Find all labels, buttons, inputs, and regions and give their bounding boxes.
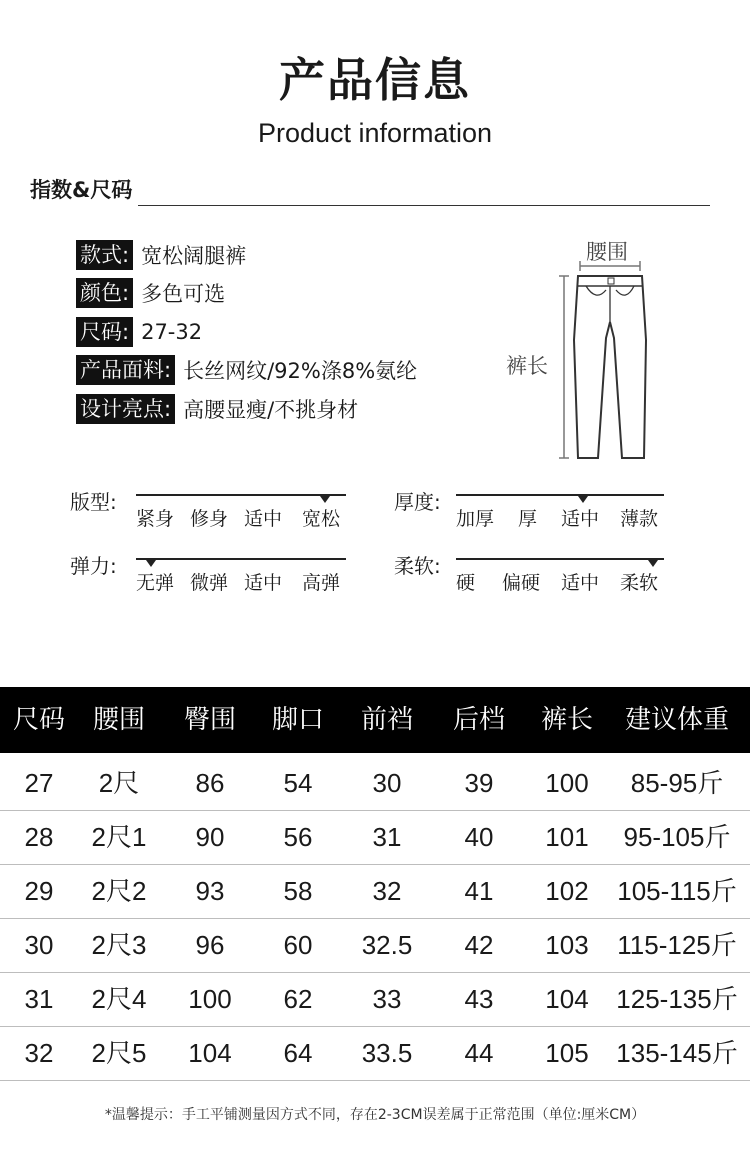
attribute-value: 高腰显瘦/不挑身材 bbox=[183, 398, 359, 422]
scale-option: 适中 bbox=[561, 508, 600, 530]
table-cell: 105-115斤 bbox=[617, 876, 737, 906]
attribute-value: 宽松阔腿裤 bbox=[141, 244, 247, 268]
length-label: 裤长 bbox=[506, 354, 548, 378]
attribute-label: 产品面料: bbox=[76, 355, 175, 385]
table-cell: 93 bbox=[195, 876, 225, 906]
table-cell: 33.5 bbox=[361, 1038, 413, 1068]
column-header: 建议体重 bbox=[624, 705, 729, 735]
table-cell: 103 bbox=[545, 930, 589, 960]
column-header: 裤长 bbox=[540, 705, 593, 735]
table-cell: 33 bbox=[372, 984, 402, 1014]
page-title: 产品信息 bbox=[279, 53, 471, 107]
table-cell: 2尺4 bbox=[91, 984, 147, 1014]
scale-label-thickness: 厚度: bbox=[394, 490, 441, 514]
scale-marker-elasticity bbox=[146, 560, 156, 567]
scale-option: 修身 bbox=[190, 508, 229, 530]
attribute-label: 颜色: bbox=[76, 278, 133, 308]
attribute-fabric bbox=[76, 355, 417, 385]
scale-option: 偏硬 bbox=[502, 572, 541, 594]
table-cell: 90 bbox=[195, 822, 225, 852]
section-divider bbox=[138, 205, 710, 206]
table-cell: 54 bbox=[283, 768, 313, 798]
table-cell: 101 bbox=[545, 822, 589, 852]
table-cell: 2尺 bbox=[98, 768, 140, 798]
scale-line-fit bbox=[136, 494, 346, 496]
table-cell: 32.5 bbox=[361, 930, 413, 960]
table-cell: 85-95斤 bbox=[630, 768, 724, 798]
table-cell: 30 bbox=[24, 930, 54, 960]
attribute-value: 27-32 bbox=[141, 320, 203, 344]
attribute-label: 设计亮点: bbox=[76, 394, 175, 424]
table-cell: 96 bbox=[195, 930, 225, 960]
scale-line-softness bbox=[456, 558, 664, 560]
scale-marker-fit bbox=[320, 496, 330, 503]
size-table-header bbox=[0, 687, 750, 753]
scale-label-elasticity: 弹力: bbox=[70, 554, 117, 578]
table-cell: 56 bbox=[283, 822, 313, 852]
column-header: 脚口 bbox=[271, 705, 324, 735]
table-cell: 104 bbox=[188, 1038, 232, 1068]
scale-option: 微弹 bbox=[190, 572, 229, 594]
table-cell: 32 bbox=[24, 1038, 54, 1068]
table-cell: 100 bbox=[545, 768, 589, 798]
column-header: 前裆 bbox=[360, 705, 413, 735]
table-cell: 95-105斤 bbox=[623, 822, 731, 852]
table-cell: 27 bbox=[24, 768, 54, 798]
table-cell: 100 bbox=[188, 984, 232, 1014]
table-cell: 125-135斤 bbox=[616, 984, 738, 1014]
table-cell: 62 bbox=[283, 984, 313, 1014]
table-cell: 40 bbox=[464, 822, 494, 852]
scale-option: 无弹 bbox=[136, 572, 175, 594]
scale-option: 高弹 bbox=[302, 572, 341, 594]
column-header: 臀围 bbox=[183, 705, 236, 735]
scale-option: 厚 bbox=[518, 508, 538, 530]
table-cell: 58 bbox=[283, 876, 313, 906]
attribute-value: 长丝网纹/92%涤8%氨纶 bbox=[183, 359, 418, 383]
table-cell: 64 bbox=[283, 1038, 313, 1068]
scale-option: 硬 bbox=[456, 572, 476, 594]
scale-line-elasticity bbox=[136, 558, 346, 560]
table-cell: 28 bbox=[24, 822, 54, 852]
scale-option: 薄款 bbox=[620, 508, 659, 530]
attribute-label: 款式: bbox=[76, 240, 133, 270]
waist-label: 腰围 bbox=[586, 240, 628, 264]
table-cell: 104 bbox=[545, 984, 589, 1014]
column-header: 腰围 bbox=[92, 705, 145, 735]
column-header: 后档 bbox=[452, 705, 505, 735]
table-cell: 31 bbox=[372, 822, 402, 852]
table-cell: 2尺3 bbox=[91, 930, 147, 960]
section-title: 指数&尺码 bbox=[30, 178, 133, 202]
table-cell: 2尺5 bbox=[91, 1038, 147, 1068]
table-cell: 135-145斤 bbox=[616, 1038, 738, 1068]
scale-marker-thickness bbox=[578, 496, 588, 503]
row-divider bbox=[0, 1080, 750, 1081]
page-subtitle: Product information bbox=[257, 118, 493, 148]
scale-line-thickness bbox=[456, 494, 664, 496]
pants-diagram bbox=[556, 230, 666, 466]
table-cell: 105 bbox=[545, 1038, 589, 1068]
table-cell: 86 bbox=[195, 768, 225, 798]
table-cell: 2尺2 bbox=[91, 876, 147, 906]
table-cell: 31 bbox=[24, 984, 54, 1014]
table-cell: 102 bbox=[545, 876, 589, 906]
attribute-label: 尺码: bbox=[76, 317, 133, 347]
scale-option: 适中 bbox=[244, 508, 283, 530]
attribute-highlight bbox=[76, 394, 358, 424]
scale-option: 紧身 bbox=[136, 508, 175, 530]
table-cell: 42 bbox=[464, 930, 494, 960]
attribute-color bbox=[76, 278, 225, 308]
scale-option: 适中 bbox=[561, 572, 600, 594]
scale-option: 宽松 bbox=[302, 508, 341, 530]
scale-option: 加厚 bbox=[456, 508, 495, 530]
footnote: *温馨提示：手工平铺测量因方式不同，存在2-3CM误差属于正常范围（单位:厘米CM） bbox=[104, 1107, 646, 1123]
attribute-style bbox=[76, 240, 246, 270]
table-cell: 115-125斤 bbox=[617, 930, 737, 960]
table-cell: 39 bbox=[464, 768, 494, 798]
attribute-size bbox=[76, 317, 202, 347]
table-cell: 32 bbox=[372, 876, 402, 906]
table-cell: 29 bbox=[24, 876, 54, 906]
table-cell: 41 bbox=[464, 876, 494, 906]
table-cell: 43 bbox=[464, 984, 494, 1014]
column-header: 尺码 bbox=[12, 705, 65, 735]
table-cell: 2尺1 bbox=[91, 822, 147, 852]
table-cell: 60 bbox=[283, 930, 313, 960]
table-cell: 30 bbox=[372, 768, 402, 798]
scale-label-fit: 版型: bbox=[70, 490, 117, 514]
attribute-value: 多色可选 bbox=[141, 282, 226, 306]
table-cell: 44 bbox=[464, 1038, 494, 1068]
scale-marker-softness bbox=[648, 560, 658, 567]
scale-option: 柔软 bbox=[620, 572, 659, 594]
scale-option: 适中 bbox=[244, 572, 283, 594]
scale-label-softness: 柔软: bbox=[394, 554, 441, 578]
